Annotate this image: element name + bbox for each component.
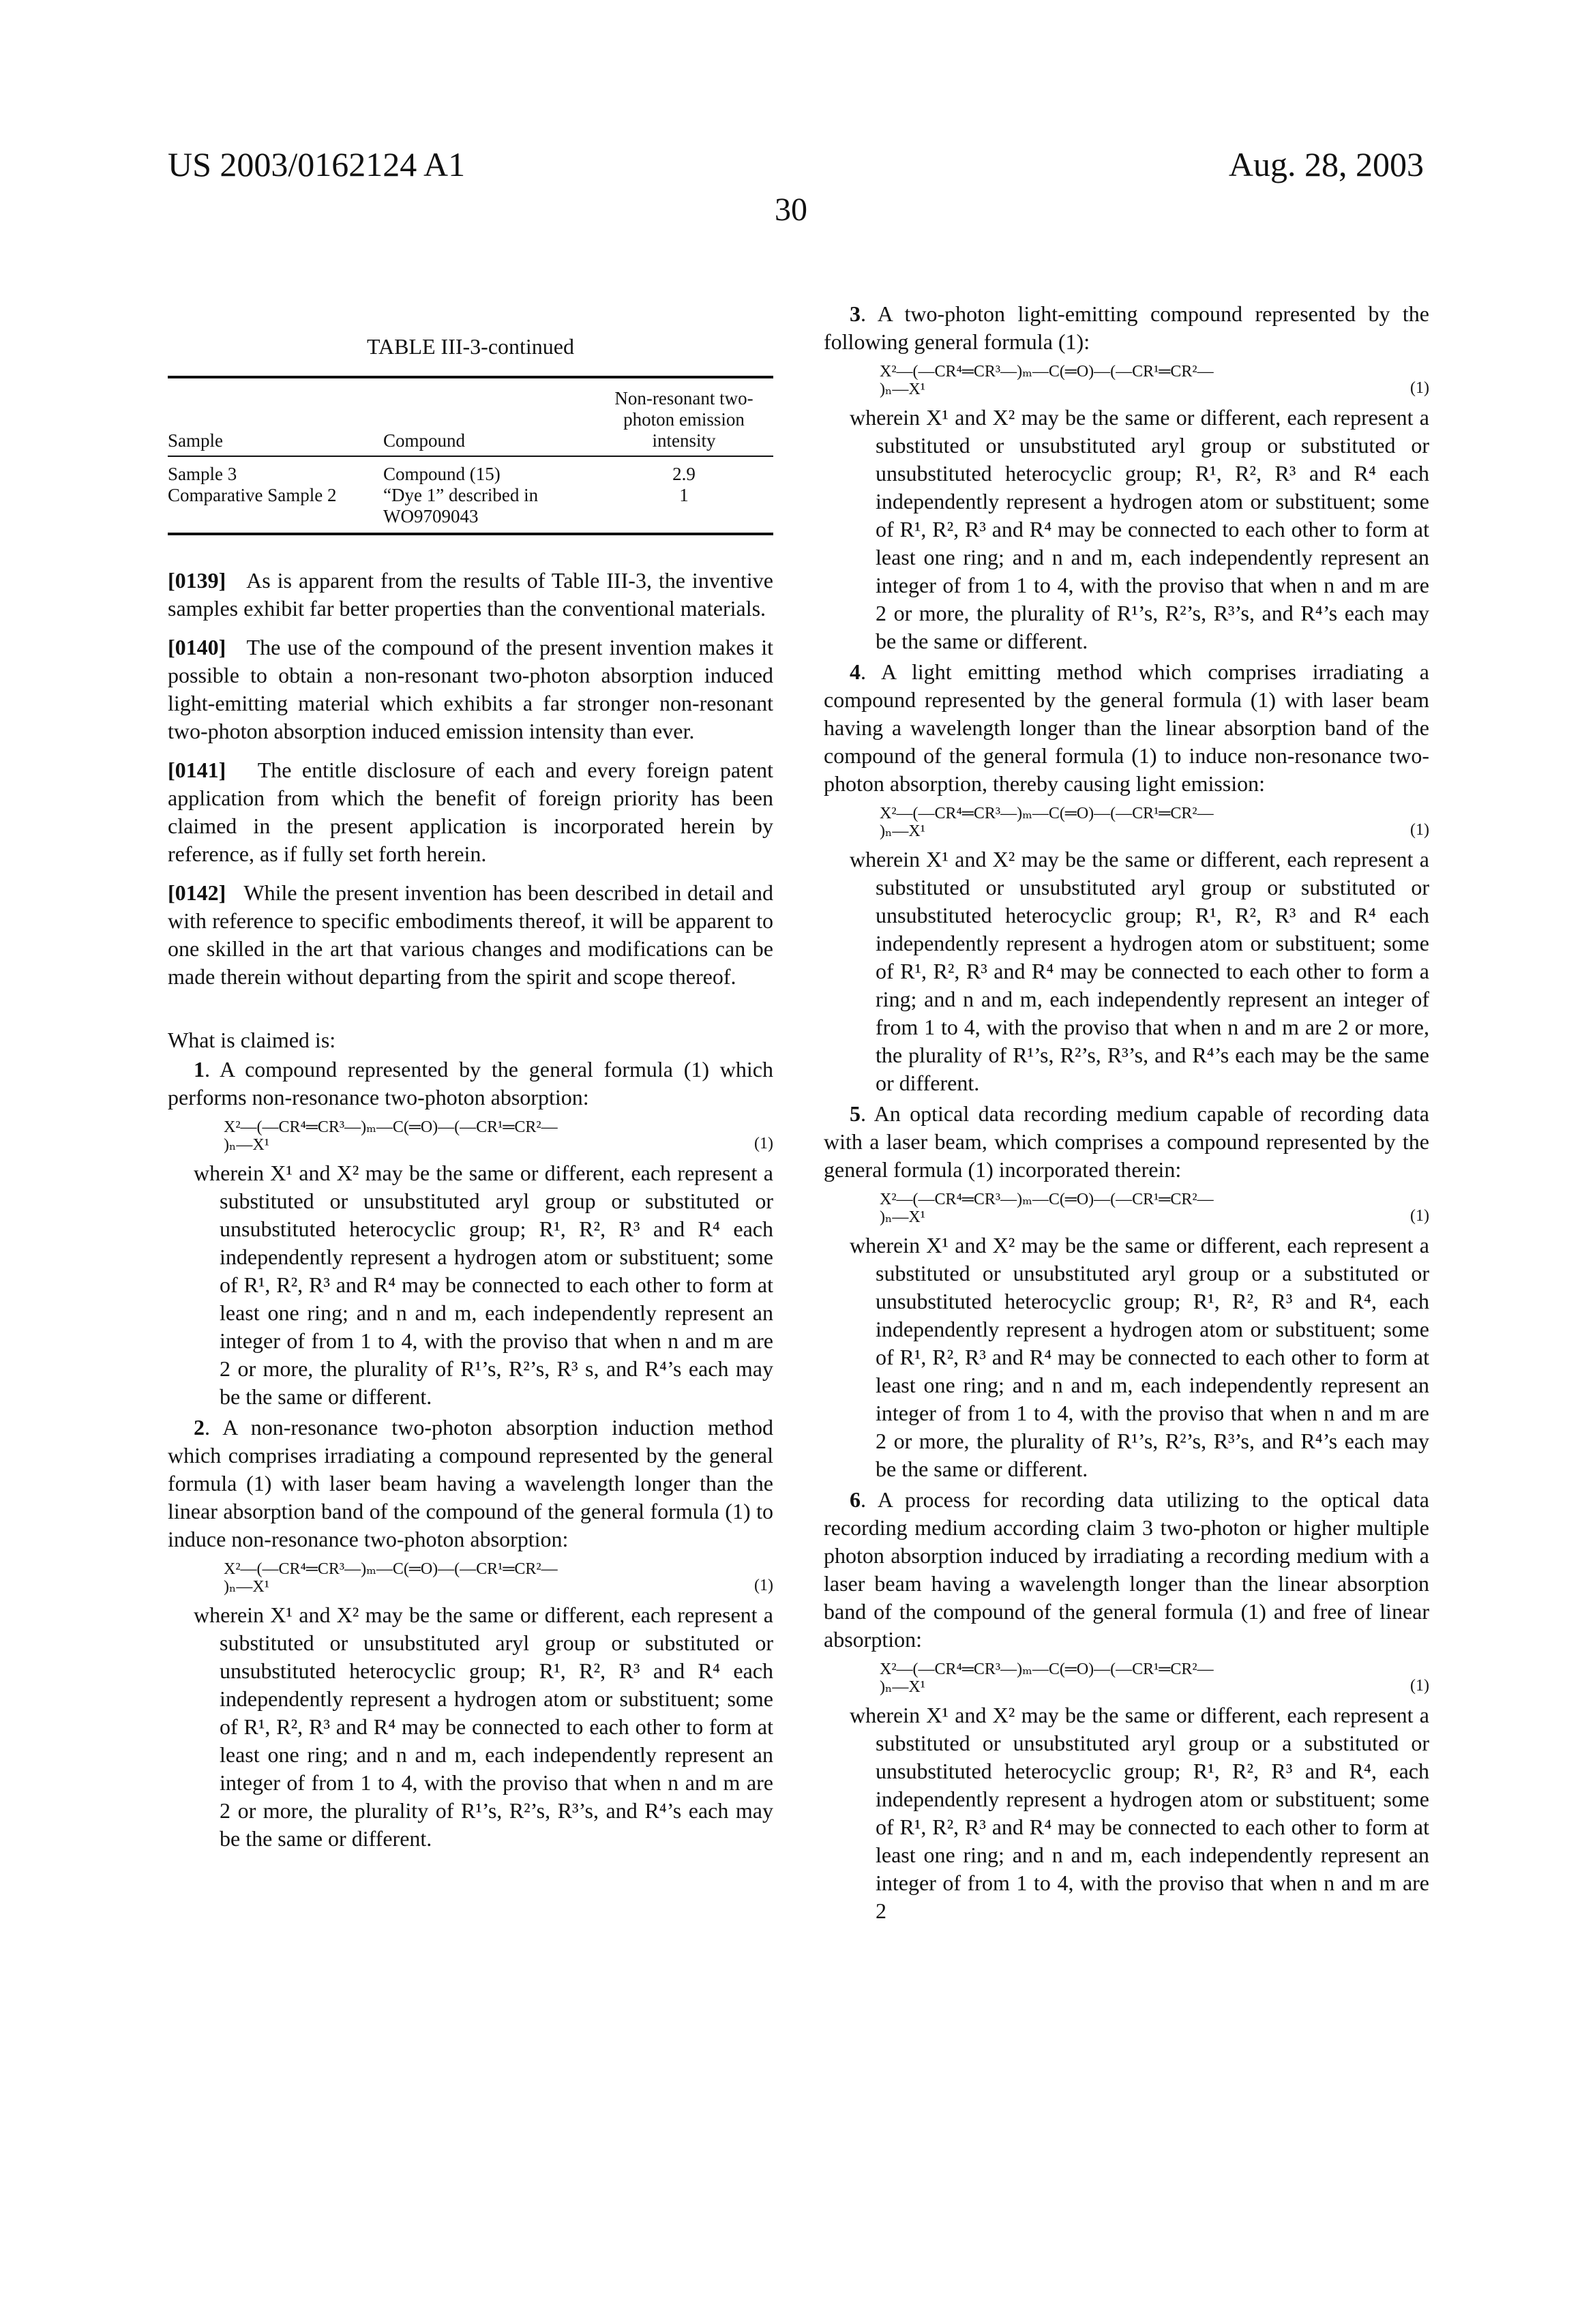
claim-number: 6 [850,1487,861,1512]
table-header-cell: Compound [383,430,595,451]
claim-wherein: wherein X¹ and X² may be the same or different, each represent a substituted or unsubstituted aryl group or substituted or unsubstituted heterocyclic group; R¹, R², R³ and R⁴ each independently represent a hydrogen atom or substituent; some of R¹, R², R³ and R⁴ may be connected to each other to form at least one ring; and n and m, each independently represent an integer of from 1 to 4, with the proviso that when n and m are 2 or more, the plurality of R¹’s, R²’s, R³’s, and R⁴’s each may be the same or different. [194,1601,773,1853]
table-cell: 2.9 [595,464,773,485]
table-cell: Comparative Sample 2 [168,485,383,527]
table-row [168,464,773,485]
claim-wherein: wherein X¹ and X² may be the same or different, each represent a substituted or unsubstituted aryl group or substituted or unsubstituted heterocyclic group; R¹, R², R³ and R⁴ each independently represent a hydrogen atom or substituent; some of R¹, R², R³ and R⁴ may be connected to each other to form a ring; and n and m, each independently represent an integer of from 1 to 4, with the proviso that when n and m are 2 or more, the plurality of R¹’s, R²’s, R³’s, and R⁴’s each may be the same or different. [850,846,1429,1097]
formula-line: X²—(—CR⁴═CR³—)ₘ—C(═O)—(—CR¹═CR²— [880,1660,1429,1678]
publication-date: Aug. 28, 2003 [1229,145,1424,184]
chemical-formula [824,1191,1429,1226]
claim-number: 1 [194,1057,205,1082]
claim [824,300,1429,356]
formula-line: X²—(—CR⁴═CR³—)ₘ—C(═O)—(—CR¹═CR²— [880,805,1429,822]
paragraph-number: [0142] [168,880,226,905]
chemical-formula [168,1560,773,1596]
paragraph [168,567,773,623]
claim-text: . A process for recording data utilizing to the optical data recording medium according claim 3 two-photon or higher multiple photon absorption induced by irradiating a recording medium with a laser beam having a wavelength longer than the linear absorption band of the compound of the general formula (1) and free of linear absorption: [824,1487,1429,1652]
paragraph [168,756,773,868]
formula-line: X²—(—CR⁴═CR³—)ₘ—C(═O)—(—CR¹═CR²— [224,1118,773,1136]
claim-number: 4 [850,659,861,684]
chemical-formula [824,363,1429,398]
claim-wherein: wherein X¹ and X² may be the same or different, each represent a substituted or unsubstituted aryl group or substituted or unsubstituted heterocyclic group; R¹, R², R³ and R⁴ each independently represent a hydrogen atom or substituent; some of R¹, R², R³ and R⁴ may be connected to each other to form at least one ring; and n and m, each independently represent an integer of from 1 to 4, with the proviso that when n and m are 2 or more, the plurality of R¹’s, R²’s, R³’s, and R⁴’s each may be the same or different. [850,404,1429,655]
paragraph-text: As is apparent from the results of Table III-3, the inventive samples exhibit far better properties than the conventional materials. [168,568,773,621]
formula-number: (1) [1410,821,1429,839]
claim-text: . A light emitting method which comprises irradiating a compound represented by the general formula (1) with laser beam having a wavelength longer than the linear absorption band of the compound of the general formula (1) to induce non-resonance two-photon absorption, thereby causing light emission: [824,659,1429,796]
paragraph-number: [0140] [168,635,226,659]
formula-number: (1) [754,1577,773,1594]
claim [824,1486,1429,1654]
claim [168,1414,773,1553]
table-header-row [168,378,773,456]
left-column [168,300,773,1856]
formula-line: )ₙ—X¹ [880,1678,1429,1696]
claim-number: 5 [850,1101,861,1126]
claim [824,1100,1429,1184]
claim-wherein: wherein X¹ and X² may be the same or different, each represent a substituted or unsubstituted aryl group or a substituted or unsubstituted heterocyclic group; R¹, R², R³ and R⁴, each independently represent a hydrogen atom or substituent; some of R¹, R², R³ and R⁴ may be connected to each other to form at least one ring; and n and m, each independently represent an integer of from 1 to 4, with the proviso that when n and m are 2 or more, the plurality of R¹’s, R²’s, R³’s, and R⁴’s each may be the same or different. [850,1232,1429,1483]
chemical-formula [168,1118,773,1154]
claim [824,658,1429,798]
page-number: 30 [0,191,1582,228]
formula-number: (1) [1410,379,1429,397]
table-cell: Sample 3 [168,464,383,485]
claim-number: 2 [194,1415,205,1440]
paragraph-text: The entitle disclosure of each and every foreign patent application from which the benefit of foreign priority has been claimed in the present application is incorporated herein by reference, as if fully set forth herein. [168,758,773,866]
formula-line: )ₙ—X¹ [880,822,1429,840]
table-title: TABLE III-3-continued [168,334,773,359]
formula-number: (1) [754,1135,773,1152]
right-column [824,300,1429,1928]
paragraph-text: While the present invention has been described in detail and with reference to specific embodiments thereof, it will be apparent to one skilled in the art that various changes and modifications can be made therein without departing from the spirit and scope thereof. [168,880,773,989]
paragraph [168,879,773,991]
table-body [168,457,773,533]
claim [168,1056,773,1112]
claim-text: . A compound represented by the general formula (1) which performs non-resonance two-photon absorption: [168,1057,773,1109]
claim-text: . A non-resonance two-photon absorption induction method which comprises irradiating a compound represented by the general formula (1) with laser beam having a wavelength longer than the linear absorption band of the compound of the general formula (1) to induce non-resonance two-photon absorption: [168,1415,773,1551]
table-cell: “Dye 1” described in WO9709043 [383,485,595,527]
table-header-cell: Non-resonant two-photon emission intensity [595,388,773,451]
table-cell: 1 [595,485,773,527]
claim-wherein: wherein X¹ and X² may be the same or different, each represent a substituted or unsubstituted aryl group or substituted or unsubstituted heterocyclic group; R¹, R², R³ and R⁴ each independently represent a hydrogen atom or substituent; some of R¹, R², R³ and R⁴ may be connected to each other to form at least one ring; and n and m, each independently represent an integer of from 1 to 4, with the proviso that when n and m are 2 or more, the plurality of R¹’s, R²’s, R³ s, and R⁴’s each may be the same or different. [194,1159,773,1411]
paragraph-number: [0141] [168,758,226,782]
formula-line: X²—(—CR⁴═CR³—)ₘ—C(═O)—(—CR¹═CR²— [880,363,1429,381]
publication-number: US 2003/0162124 A1 [168,145,465,184]
formula-number: (1) [1410,1677,1429,1695]
paragraph-number: [0139] [168,568,226,593]
chemical-formula [824,1660,1429,1696]
table-cell: Compound (15) [383,464,595,485]
claim-text: . A two-photon light-emitting compound represented by the following general formula (1): [824,301,1429,354]
claim-wherein: wherein X¹ and X² may be the same or different, each represent a substituted or unsubstituted aryl group or a substituted or unsubstituted heterocyclic group; R¹, R², R³ and R⁴, each independently represent a hydrogen atom or substituent; some of R¹, R², R³ and R⁴ may be connected to each other to form at least one ring; and n and m, each independently represent an integer of from 1 to 4, with the proviso that when n and m are 2 [850,1701,1429,1925]
paragraph [168,634,773,745]
formula-line: X²—(—CR⁴═CR³—)ₘ—C(═O)—(—CR¹═CR²— [224,1560,773,1578]
formula-line: X²—(—CR⁴═CR³—)ₘ—C(═O)—(—CR¹═CR²— [880,1191,1429,1208]
formula-line: )ₙ—X¹ [224,1136,773,1154]
formula-line: )ₙ—X¹ [224,1578,773,1596]
formula-line: )ₙ—X¹ [880,381,1429,398]
claim-text: . An optical data recording medium capable of recording data with a laser beam, which comprises a compound represented by the general formula (1) incorporated therein: [824,1101,1429,1182]
results-table [168,376,773,535]
claims-intro: What is claimed is: [168,1026,773,1054]
formula-number: (1) [1410,1207,1429,1225]
claim-number: 3 [850,301,861,326]
table-row [168,485,773,527]
paragraph-text: The use of the compound of the present invention makes it possible to obtain a non-resonant two-photon absorption induced light-emitting material which exhibits a far stronger non-resonant two-photon absorption induced emission intensity than ever. [168,635,773,743]
chemical-formula [824,805,1429,840]
formula-line: )ₙ—X¹ [880,1208,1429,1226]
table-header-cell: Sample [168,430,383,451]
